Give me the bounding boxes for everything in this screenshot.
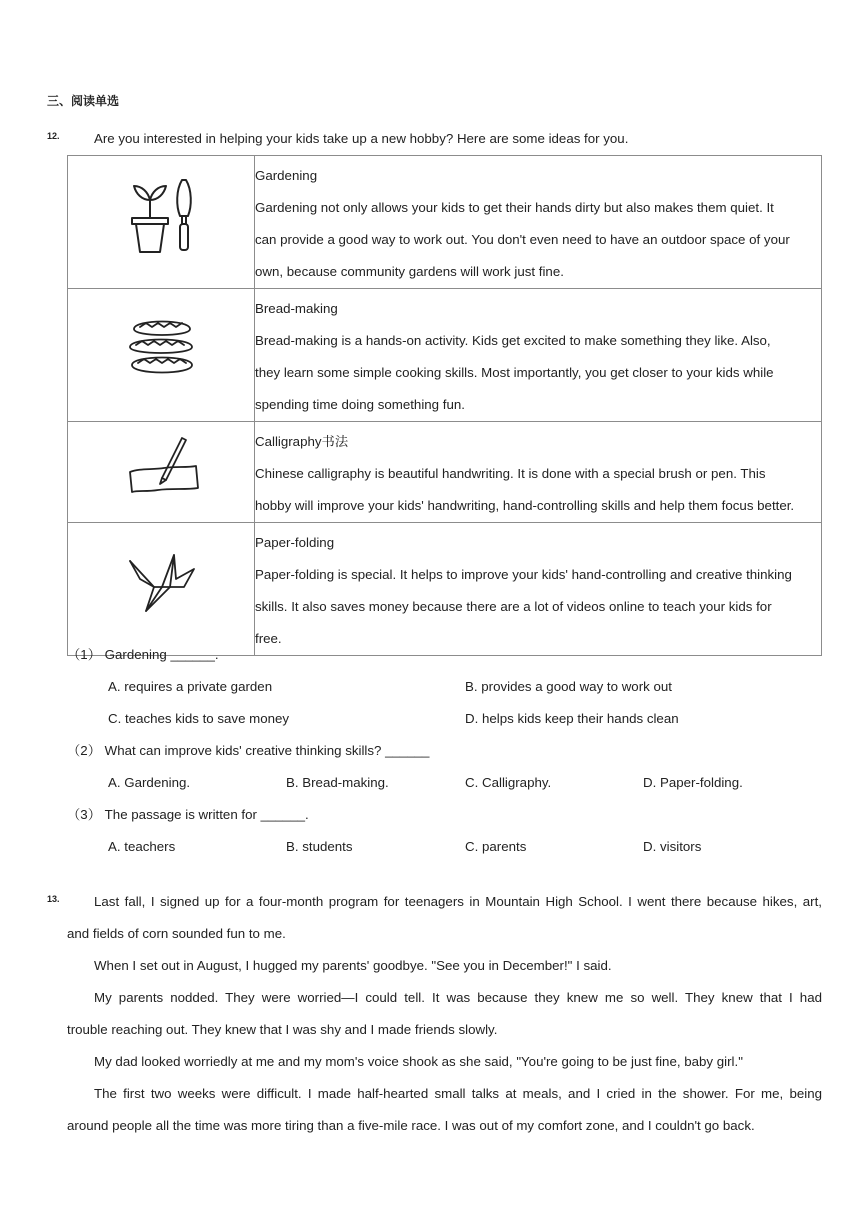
- answer-option[interactable]: C. teaches kids to save money: [108, 711, 290, 726]
- hobby-line: Gardening not only allows your kids to get their hands dirty but also makes them quiet. It: [255, 200, 774, 215]
- section-title: 三、阅读单选: [47, 94, 120, 108]
- paper-crane-icon: [68, 523, 254, 651]
- hobby-row-bread: [68, 289, 822, 422]
- hobby-title: Calligraphy书法: [255, 434, 349, 449]
- answer-option[interactable]: B. Bread-making.: [286, 775, 389, 790]
- hobby-line: Chinese calligraphy is beautiful handwriting. It is done with a special brush or pen. This: [255, 466, 766, 481]
- passage-line: trouble reaching out. They knew that I was shy and I made friends slowly.: [67, 1022, 498, 1037]
- hobby-line: skills. It also saves money because there are a lot of videos online to teach your kids for: [255, 599, 772, 614]
- hobby-line: free.: [255, 631, 282, 646]
- sub-question-label: （1） Gardening ______.: [67, 647, 219, 662]
- question-intro: Are you interested in helping your kids take up a new hobby? Here are some ideas for you.: [94, 131, 629, 146]
- answer-option[interactable]: D. Paper-folding.: [643, 775, 743, 790]
- passage-line: Last fall, I signed up for a four-month program for teenagers in Mountain High School. I went there because hikes, art,: [94, 894, 822, 909]
- hobby-title: Bread-making: [255, 301, 338, 316]
- hobby-row-paper-folding: [68, 523, 822, 656]
- answer-option[interactable]: B. provides a good way to work out: [465, 679, 672, 694]
- hobby-row-gardening: [68, 156, 822, 289]
- passage-line: My dad looked worriedly at me and my mom's voice shook as she said, "You're going to be just fine, baby girl.": [94, 1054, 743, 1069]
- answer-option[interactable]: D. helps kids keep their hands clean: [465, 711, 679, 726]
- calligraphy-brush-icon: [68, 422, 254, 518]
- hobby-line: they learn some simple cooking skills. Most importantly, you get closer to your kids while: [255, 365, 774, 380]
- hobby-row-calligraphy: [68, 422, 822, 523]
- passage-line: around people all the time was more tiring than a five-mile race. I was out of my comfort zone, and I couldn't go back.: [67, 1118, 755, 1133]
- gardening-icon: [68, 156, 254, 284]
- hobby-line: can provide a good way to work out. You don't even need to have an outdoor space of your: [255, 232, 790, 247]
- answer-option[interactable]: A. requires a private garden: [108, 679, 273, 694]
- sub-question-label: （2） What can improve kids' creative thinking skills? ______: [67, 743, 430, 758]
- answer-option[interactable]: D. visitors: [643, 839, 702, 854]
- passage-line: When I set out in August, I hugged my parents' goodbye. "See you in December!" I said.: [94, 958, 612, 973]
- passage-line: and fields of corn sounded fun to me.: [67, 926, 286, 941]
- passage-line: My parents nodded. They were worried—I could tell. It was because they knew me so well. They knew that I had: [94, 990, 822, 1005]
- sub-question-label: （3） The passage is written for ______.: [67, 807, 309, 822]
- question-number: 13.: [47, 894, 60, 904]
- answer-option[interactable]: C. parents: [465, 839, 527, 854]
- hobby-title: Gardening: [255, 168, 318, 183]
- answer-option[interactable]: A. teachers: [108, 839, 176, 854]
- hobby-line: Bread-making is a hands-on activity. Kids get excited to make something they like. Also,: [255, 333, 771, 348]
- hobby-title: Paper-folding: [255, 535, 335, 550]
- answer-option[interactable]: C. Calligraphy.: [465, 775, 552, 790]
- bread-icon: [68, 289, 254, 417]
- hobby-table: [67, 155, 822, 656]
- hobby-line: spending time doing something fun.: [255, 397, 465, 412]
- passage-line: The first two weeks were difficult. I made half-hearted small talks at meals, and I cried in the shower. For me, being: [94, 1086, 822, 1101]
- hobby-line: Paper-folding is special. It helps to improve your kids' hand-controlling and creative thinking: [255, 567, 792, 582]
- hobby-line: own, because community gardens will work just fine.: [255, 264, 564, 279]
- question-number: 12.: [47, 131, 60, 141]
- answer-option[interactable]: A. Gardening.: [108, 775, 191, 790]
- answer-option[interactable]: B. students: [286, 839, 353, 854]
- hobby-line: hobby will improve your kids' handwriting, hand-controlling skills and help them focus better.: [255, 498, 795, 513]
